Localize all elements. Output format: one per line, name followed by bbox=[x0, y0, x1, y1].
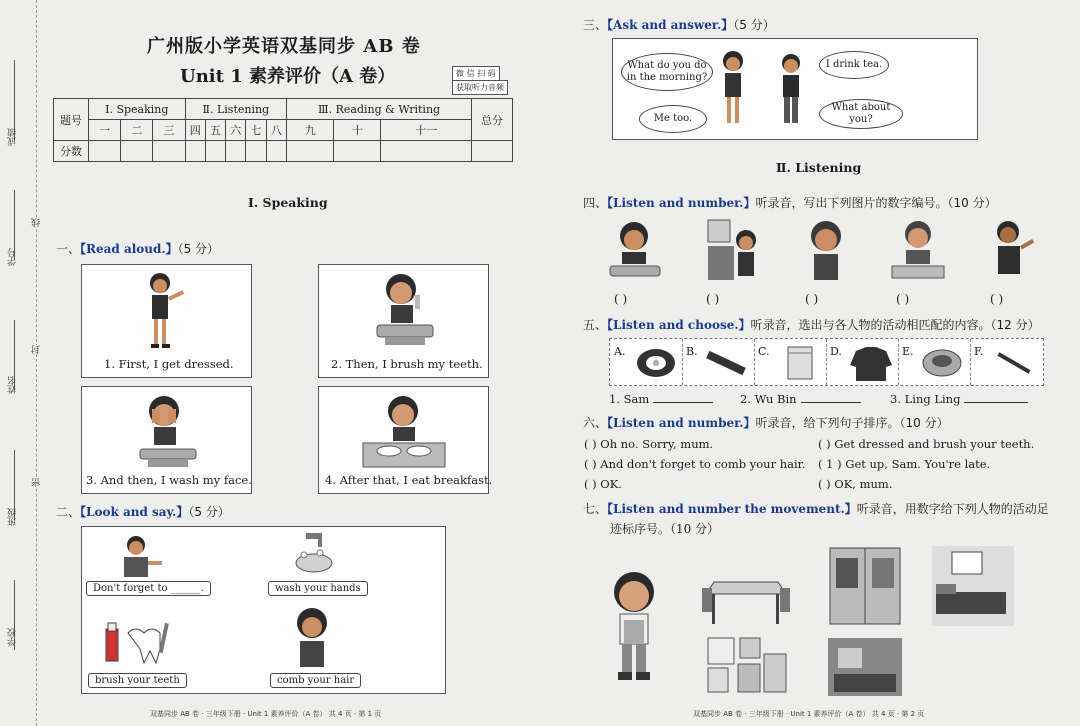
hands-washing-icon bbox=[290, 531, 338, 575]
score-cell[interactable] bbox=[246, 141, 266, 162]
score-cell[interactable] bbox=[381, 141, 472, 162]
answer-paren-5[interactable]: ( ) bbox=[990, 292, 1004, 306]
score-col: 十 bbox=[334, 120, 381, 141]
q2-num: 二、 bbox=[56, 505, 81, 519]
two-children-figure bbox=[713, 47, 823, 131]
caption-4: 4. After that, I eat breakfast. bbox=[325, 473, 493, 487]
option-f[interactable] bbox=[970, 339, 1043, 385]
girl-washing-figure bbox=[134, 391, 204, 471]
option-a-label: A. bbox=[614, 345, 626, 358]
breakfast-plate-icon bbox=[920, 345, 966, 381]
q7-heading bbox=[583, 500, 1049, 517]
boy-pointing-figure bbox=[116, 533, 166, 581]
person-sam-label: 1. Sam bbox=[609, 392, 650, 406]
score-col: 五 bbox=[205, 120, 225, 141]
option-e-label: E. bbox=[902, 345, 914, 358]
gutter-label-score: 成绩 bbox=[8, 128, 18, 146]
person-ling-ling bbox=[890, 392, 1028, 406]
living-room-icon bbox=[826, 636, 904, 698]
score-cell[interactable] bbox=[121, 141, 153, 162]
q5-num: 五、 bbox=[583, 318, 608, 332]
answer-paren-1[interactable]: ( ) bbox=[614, 292, 628, 306]
answer-blank-sam[interactable] bbox=[653, 402, 713, 403]
footer-right: 双基同步 AB 卷 · 三年级下册 · Unit 1 素养评价（A 卷） 共 4 页 · 第 2 页 bbox=[693, 710, 925, 718]
q4-label: 【Listen and number.】 bbox=[607, 196, 756, 210]
q7-text-line2: 迹标序号。（10 分） bbox=[610, 522, 720, 536]
score-cell[interactable] bbox=[226, 141, 246, 162]
look-say-option-1: wash your hands bbox=[268, 581, 368, 596]
caption-1: 1. First, I get dressed. bbox=[104, 357, 234, 371]
towel-icon bbox=[782, 343, 818, 383]
bubble-what-about-you: What about you? bbox=[819, 99, 903, 129]
look-say-prompt: Don't forget to ______. bbox=[86, 581, 211, 596]
score-col: 二 bbox=[121, 120, 153, 141]
q6-sentence-right-1[interactable]: ( ) Get dressed and brush your teeth. bbox=[818, 437, 1035, 451]
score-table bbox=[53, 98, 513, 162]
q6-label: 【Listen and number.】 bbox=[607, 416, 756, 430]
person-wu-bin bbox=[740, 392, 861, 406]
gutter-mark-secret: 密 bbox=[32, 478, 42, 487]
q3-label: 【Ask and answer.】 bbox=[607, 18, 734, 32]
score-col: 八 bbox=[266, 120, 286, 141]
option-b-label: B. bbox=[686, 345, 698, 358]
score-row-label: 题号 bbox=[54, 99, 89, 141]
page-title: 广州版小学英语双基同步 AB 卷 bbox=[147, 36, 421, 57]
cut-line bbox=[36, 0, 37, 726]
speaking-heading: Ⅰ. Speaking bbox=[248, 195, 328, 210]
gutter-mark-seal: 封 bbox=[32, 345, 42, 354]
dining-table-icon bbox=[700, 566, 792, 628]
score-col: 三 bbox=[153, 120, 185, 141]
score-cell[interactable] bbox=[185, 141, 205, 162]
q5-text: 听录音，选出与各人物的活动相匹配的内容。（12 分） bbox=[750, 318, 1040, 332]
q4-text: 听录音，写出下列图片的数字编号。（10 分） bbox=[755, 196, 997, 210]
answer-paren-2[interactable]: ( ) bbox=[706, 292, 720, 306]
q1-score: （5 分） bbox=[177, 242, 220, 256]
read-aloud-card-4 bbox=[318, 386, 493, 494]
read-aloud-card-3 bbox=[81, 386, 252, 494]
girl-eating-figure bbox=[800, 216, 852, 286]
option-e[interactable] bbox=[898, 339, 971, 385]
bubble-question: What do you do in the morning? bbox=[621, 53, 713, 91]
q6-text: 听录音，给下列句子排序。（10 分） bbox=[755, 416, 949, 430]
girl-combing-figure bbox=[286, 605, 338, 669]
score-cell[interactable] bbox=[334, 141, 381, 162]
bathroom-items-icon bbox=[704, 634, 790, 696]
q2-score: （5 分） bbox=[188, 505, 230, 519]
girl-dressing-figure bbox=[138, 269, 188, 353]
bedroom-icon bbox=[930, 544, 1016, 628]
q6-heading bbox=[583, 414, 949, 431]
gutter-label-name: 姓名 bbox=[8, 376, 18, 394]
read-aloud-card-2 bbox=[318, 264, 489, 378]
answer-blank-wu-bin[interactable] bbox=[801, 402, 861, 403]
score-cell[interactable] bbox=[287, 141, 334, 162]
option-d-label: D. bbox=[830, 345, 842, 358]
gutter-mark-line: 线 bbox=[32, 218, 42, 227]
option-b[interactable] bbox=[682, 339, 755, 385]
fried-egg-plate-icon bbox=[634, 345, 678, 381]
wardrobe-icon bbox=[826, 544, 904, 628]
q1-heading bbox=[56, 240, 219, 257]
option-c[interactable] bbox=[754, 339, 827, 385]
score-total: 总分 bbox=[472, 99, 513, 141]
boy-dressing-figure bbox=[986, 216, 1038, 286]
person-wu-bin-label: 2. Wu Bin bbox=[740, 392, 797, 406]
q2-label: 【Look and say.】 bbox=[80, 505, 189, 519]
qr-label-audio: 获取听力音频 bbox=[452, 80, 508, 95]
q1-num: 一、 bbox=[56, 242, 81, 256]
score-cell[interactable] bbox=[89, 141, 121, 162]
boy-breakfast-figure bbox=[888, 216, 948, 286]
q5-heading bbox=[583, 316, 1040, 333]
choose-options-strip bbox=[609, 338, 1044, 386]
person-ling-ling-label: 3. Ling Ling bbox=[890, 392, 961, 406]
option-a[interactable] bbox=[610, 339, 683, 385]
answer-blank-ling-ling[interactable] bbox=[964, 402, 1028, 403]
q6-sentence-left-2[interactable]: ( ) And don't forget to comb your hair. bbox=[584, 457, 806, 471]
q3-num: 三、 bbox=[583, 18, 608, 32]
gutter-label-class: 班级 bbox=[8, 508, 18, 526]
q4-heading bbox=[583, 194, 997, 211]
qr-label-scan: 微 信 扫 码 bbox=[452, 66, 500, 81]
gutter-label-id: 学号 bbox=[8, 248, 18, 266]
boy-washing-face-figure bbox=[606, 218, 666, 284]
toothbrush-icon bbox=[990, 345, 1038, 381]
answer-paren-4[interactable]: ( ) bbox=[896, 292, 910, 306]
girl-breakfast-figure bbox=[359, 391, 449, 471]
score-col: 六 bbox=[226, 120, 246, 141]
footer-left: 双基同步 AB 卷 · 三年级下册 · Unit 1 素养评价（A 卷） 共 4 页 · 第 1 页 bbox=[150, 710, 382, 718]
q7-text: 听录音，用数字给下列人物的活动足 bbox=[856, 502, 1049, 516]
q4-num: 四、 bbox=[583, 196, 608, 210]
caption-2: 2. Then, I brush my teeth. bbox=[331, 357, 483, 371]
boy-sam-figure bbox=[604, 568, 664, 686]
score-group-speaking: Ⅰ. Speaking bbox=[89, 99, 186, 120]
look-and-say-box bbox=[81, 526, 446, 694]
score-cell[interactable] bbox=[153, 141, 185, 162]
sweater-icon bbox=[848, 343, 894, 383]
score-col: 四 bbox=[185, 120, 205, 141]
listening-heading: Ⅱ. Listening bbox=[776, 160, 862, 175]
score-col: 一 bbox=[89, 120, 121, 141]
q6-sentence-right-3[interactable]: ( ) OK, mum. bbox=[818, 477, 893, 491]
q6-sentence-left-3[interactable]: ( ) OK. bbox=[584, 477, 622, 491]
option-d[interactable] bbox=[826, 339, 899, 385]
q2-heading bbox=[56, 503, 230, 520]
q1-label: 【Read aloud.】 bbox=[80, 242, 178, 256]
bubble-drink-tea: I drink tea. bbox=[819, 51, 889, 79]
q6-num: 六、 bbox=[583, 416, 608, 430]
person-sam bbox=[609, 392, 713, 406]
caption-3: 3. And then, I wash my face. bbox=[86, 473, 252, 487]
look-say-option-3: comb your hair bbox=[270, 673, 361, 688]
gutter-label-school: 学校 bbox=[8, 628, 18, 646]
q6-sentence-left-1[interactable]: ( ) Oh no. Sorry, mum. bbox=[584, 437, 714, 451]
q6-sentence-right-2[interactable]: ( 1 ) Get up, Sam. You're late. bbox=[818, 457, 991, 471]
read-aloud-card-1 bbox=[81, 264, 252, 378]
comb-icon bbox=[702, 345, 750, 381]
girl-brushing-figure bbox=[371, 269, 441, 349]
score-col: 十一 bbox=[381, 120, 472, 141]
q7-num: 七、 bbox=[583, 502, 608, 516]
bubble-me-too: Me too. bbox=[639, 105, 707, 133]
toothbrush-tooth-icon bbox=[104, 621, 174, 671]
score-cell[interactable] bbox=[472, 141, 513, 162]
answer-paren-3[interactable]: ( ) bbox=[805, 292, 819, 306]
score-row-label-2: 分数 bbox=[54, 141, 89, 162]
option-c-label: C. bbox=[758, 345, 770, 358]
look-say-option-2: brush your teeth bbox=[88, 673, 187, 688]
q3-score: （5 分） bbox=[733, 18, 775, 32]
score-col: 九 bbox=[287, 120, 334, 141]
option-f-label: F. bbox=[974, 345, 984, 358]
score-group-listening: Ⅱ. Listening bbox=[185, 99, 287, 120]
ask-answer-box bbox=[612, 38, 978, 140]
score-cell[interactable] bbox=[266, 141, 286, 162]
score-col: 七 bbox=[246, 120, 266, 141]
girl-at-sink-figure bbox=[706, 216, 762, 286]
q5-label: 【Listen and choose.】 bbox=[607, 318, 751, 332]
score-cell[interactable] bbox=[205, 141, 225, 162]
q7-label: 【Listen and number the movement.】 bbox=[607, 502, 857, 516]
q3-heading bbox=[583, 16, 775, 33]
page-subtitle: Unit 1 素养评价（A 卷） bbox=[180, 66, 396, 87]
score-group-rw: Ⅲ. Reading & Writing bbox=[287, 99, 472, 120]
